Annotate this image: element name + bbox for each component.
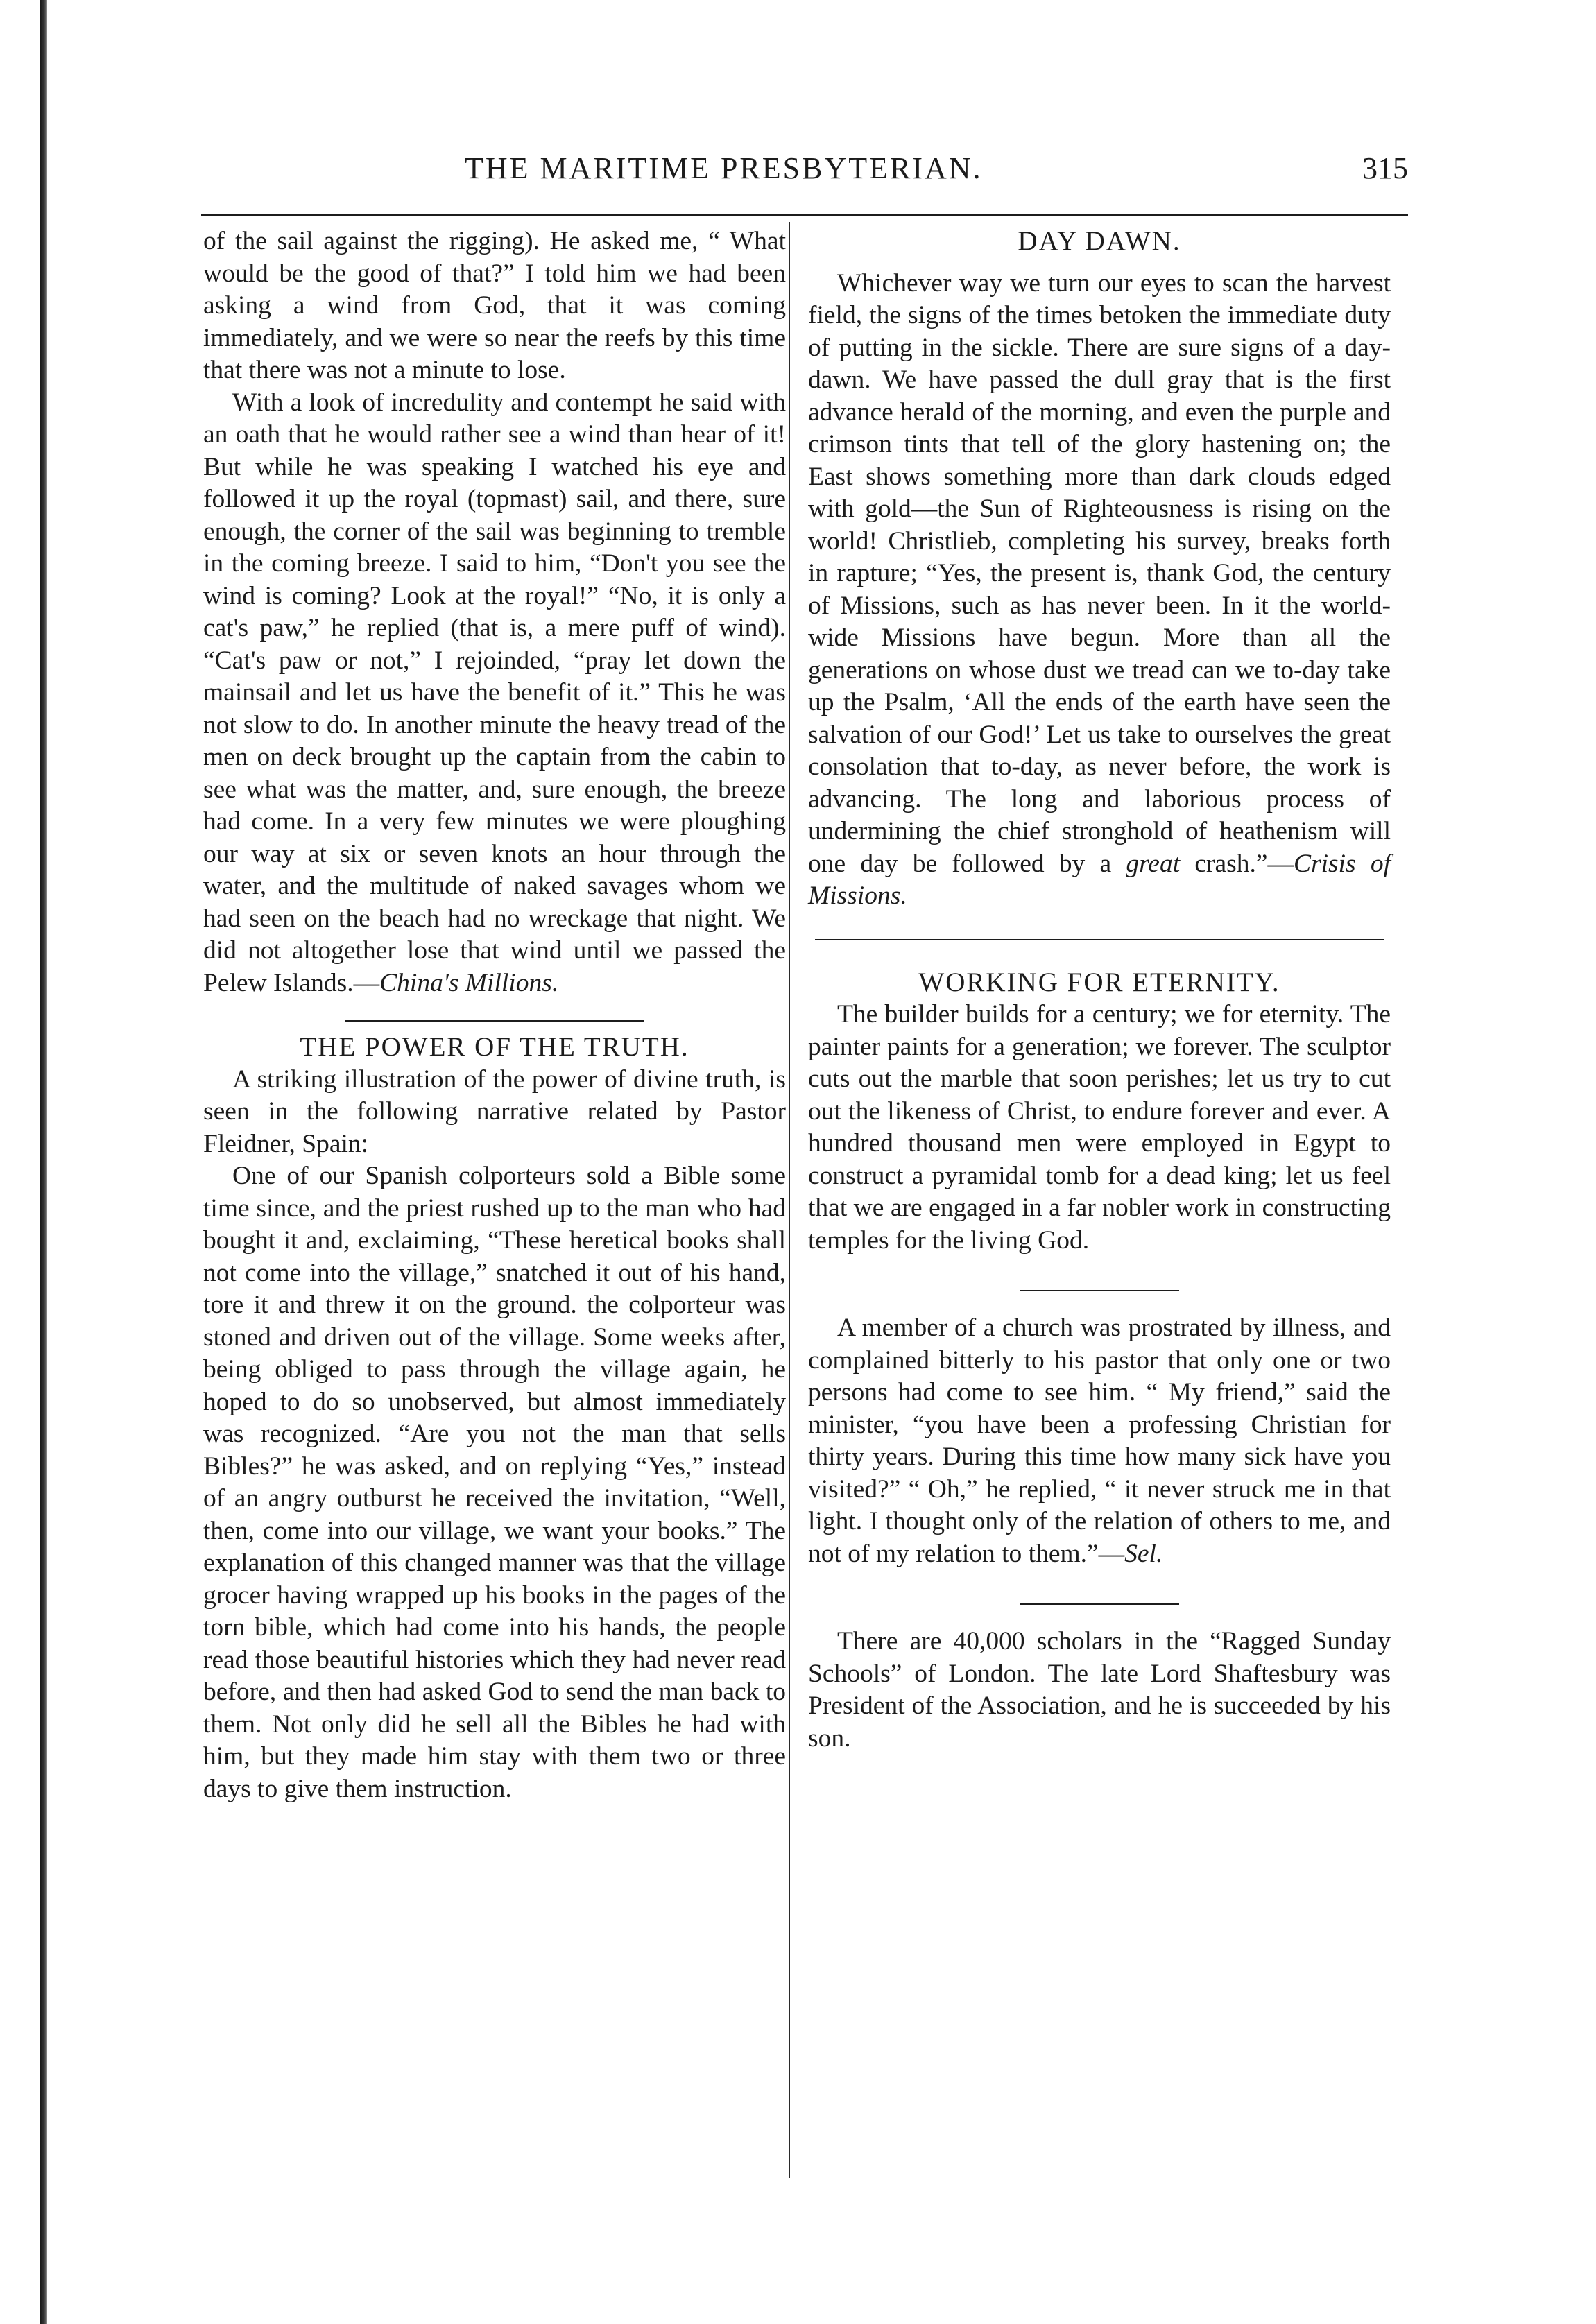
- left-column: [203, 225, 786, 1805]
- article-title: THE POWER OF THE TRUTH.: [300, 1032, 689, 1062]
- article-paragraph: There are 40,000 scholars in the “Ragged Sunday Schools” of London. The late Lord Shaftesbury was President of the Association, and he is succeeded by his son.: [808, 1627, 1391, 1753]
- continued-paragraph: of the sail against the rigging). He asked me, “ What would be the good of that?” I told him we had been asking a wind from God, that it was coming immediately, and we were so near the reefs by this time that there was not a minute to lose.: [203, 227, 786, 384]
- header-rule: [201, 214, 1408, 216]
- article-paragraph: [808, 1312, 1391, 1570]
- article-paragraph: [808, 268, 1391, 913]
- source-attribution: China's Millions.: [379, 968, 559, 997]
- column-divider: [789, 222, 790, 2178]
- page-header: [201, 142, 1408, 198]
- paragraph-tail: crash.”—: [1180, 849, 1294, 878]
- article-paragraph: A striking illustration of the power of divine truth, is seen in the following narrative related by Pastor Fleidner, Spain:: [203, 1065, 786, 1158]
- right-column: [808, 225, 1391, 1755]
- scan-binding-edge: [40, 0, 47, 2324]
- page-number: 315: [1362, 151, 1408, 185]
- source-attribution: Sel.: [1124, 1539, 1163, 1568]
- emphasis-word: great: [1126, 849, 1181, 878]
- paragraph-text: With a look of incredulity and contempt he said with an oath that he would rather see a wind than hear of it! But while he was speaking I watched his eye and followed it up the royal (topmast) sail, and there, sure enough, the corner of the sail was beginning to tremble in the coming breeze. I said to him, “Don't you see the wind is coming? Look at the royal!” “No, it is only a cat's paw,” he replied (that is, a mere puff of wind). “Cat's paw or not,” I rejoinded, “pray let down the mainsail and let us have the benefit of it.” This he was not slow to do. In another minute the heavy tread of the men on deck brought up the captain from the cabin to see what was the matter, and, sure enough, the breeze had come. In a very few minutes we were ploughing our way at six or seven knots an hour through the water, and the multitude of naked savages whom we had seen on the beach had no wreckage that night. We did not altogether lose that wind until we passed the Pelew Islands.—: [203, 388, 786, 997]
- article-paragraph: One of our Spanish colporteurs sold a Bible some time since, and the priest rushed up to the man who had bought it and, exclaiming, “These heretical books shall not come into the village,” snatched it out of his hand, tore it and threw it on the ground. the colporteur was stoned and driven out of the village. Some weeks after, being obliged to pass through the village again, he hoped to do so unobserved, but almost immediately was recognized. “Are you not the man that sells Bibles?” he was asked, and on replying “Yes,” instead of an angry outburst he received the invitation, “Well, then, come into our village, we want your books.” The explanation of this changed manner was that the village grocer having wrapped up his books in the pages of the torn bible, which had come into his hands, the people read those beautiful histories which they had never read before, and then had asked God to send the man back to them. Not only did he sell all the Bibles he had with him, but they made him stay with them two or three days to give them instruction.: [203, 1162, 786, 1803]
- source-attribution: Crisis of Missions.: [808, 849, 1391, 910]
- paragraph-text: Whichever way we turn our eyes to scan the harvest field, the signs of the times betoken the immediate duty of putting in the sickle. There are sure signs of a day-dawn. We have passed the dull gray that is the first advance herald of the morning, and even the purple and crimson tints that tell of the glory hastening on; the East shows something more than dark clouds edged with gold—the Sun of Righteousness is rising on the world! Christlieb, completing his survey, breaks forth in rapture; “Yes, the present is, thank God, the century of Missions, such as has never been. In it the world-wide Missions have begun. More than all the generations on whose dust we tread can we to-day take up the Psalm, ‘All the ends of the earth have seen the salvation of our God!’ Let us take to ourselves the great consolation that to-day, as never before, the work is advancing. The long and laborious process of undermining the chief stronghold of heathenism will one day be followed by a: [808, 268, 1391, 878]
- running-title: THE MARITIME PRESBYTERIAN.: [465, 151, 983, 185]
- article-paragraph: [203, 387, 786, 1000]
- article-title: DAY DAWN.: [1018, 226, 1181, 256]
- article-paragraph: The builder builds for a century; we for eternity. The painter paints for a generation; we forever. The sculptor cuts out the marble that soon perishes; let us try to cut out the likeness of Christ, to endure forever and ever. A hundred thousand men were employed in Egypt to construct a pyramidal tomb for a dead king; let us feel that we are engaged in a far nobler work in constructing temples for the living God.: [808, 1000, 1391, 1255]
- paragraph-text: A member of a church was prostrated by illness, and complained bitterly to his pastor that only one or two persons had come to see him. “ My friend,” said the minister, “you have been a professing Christian for thirty years. During this time how many sick have you visited?” “ Oh,” he replied, “ it never struck me in that light. I thought only of the relation of others to me, and not of my relation to them.”—: [808, 1314, 1391, 1568]
- article-title: WORKING FOR ETERNITY.: [918, 967, 1280, 997]
